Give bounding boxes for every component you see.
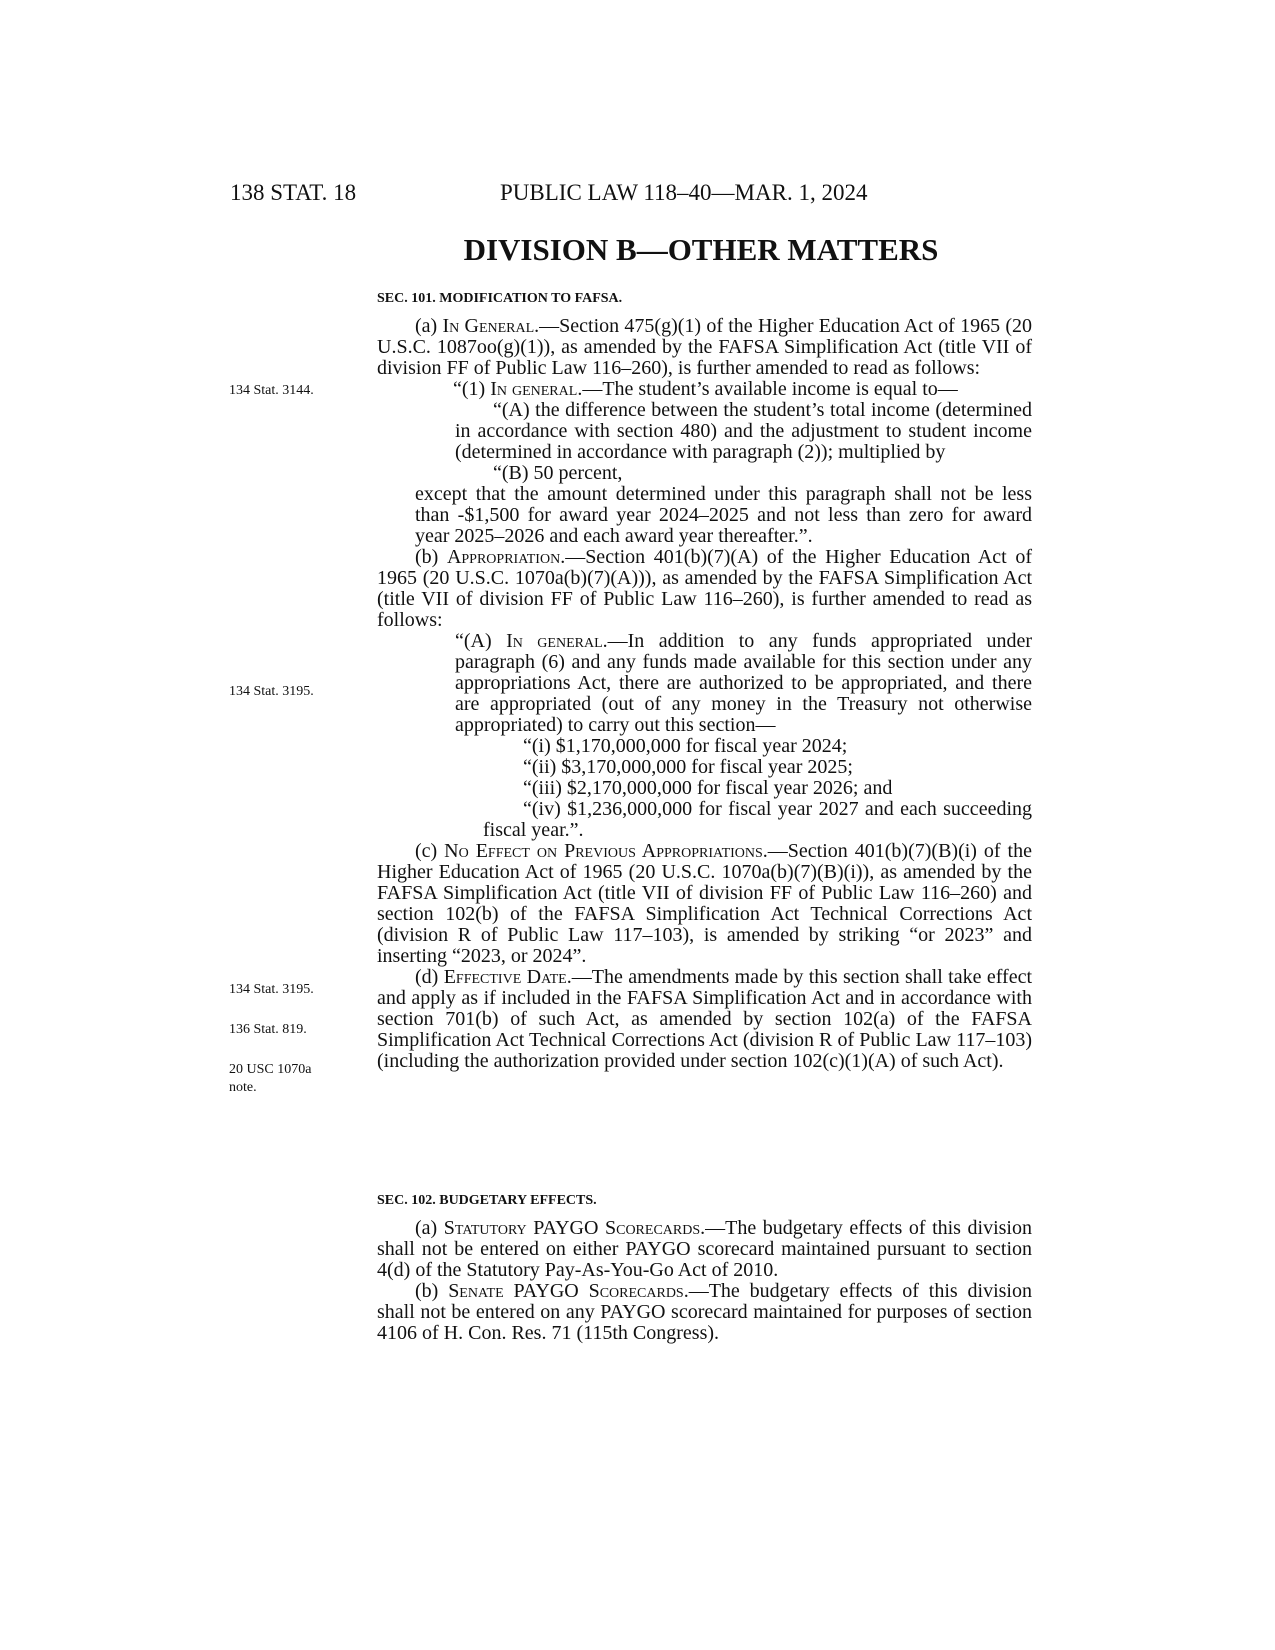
- caption: In general: [506, 630, 603, 652]
- margin-note-line: 20 USC 1070a: [229, 1062, 312, 1077]
- margin-note-134-stat-3144: 134 Stat. 3144.: [229, 383, 314, 398]
- clause-ii: “(ii) $3,170,000,000 for fiscal year 2025;: [523, 756, 853, 778]
- running-header: PUBLIC LAW 118–40—MAR. 1, 2024: [500, 180, 868, 205]
- clause-iv: “(iv) $1,236,000,000 for fiscal year 2027 and each succeeding fiscal year.”.: [483, 798, 1032, 841]
- text: .—Section 401(b)(7)(B)(i) of the Higher Education Act of 1965 (20 U.S.C. 1070a(b)(7)(B)(i)), as amended by the FAFSA Simplification Act (title VII of division FF of Public Law 116–260) and section 102(b) of the FAFSA Simplification Act Technical Corrections Act (division R of Public Law 117–103), is amended by striking “or 2023” and inserting “2023, or 2024”.: [377, 840, 1032, 967]
- division-title: DIVISION B—OTHER MATTERS: [463, 232, 939, 267]
- text: .—The budgetary effects of this division shall not be entered on any PAYGO scorecard maintained for purposes of section 4106 of H. Con. Res. 71 (115th Congress).: [377, 1280, 1032, 1344]
- subsection-d: [377, 967, 1032, 1072]
- except-clause: except that the amount determined under this paragraph shall not be less than -$1,500 for award year 2024–2025 and not less than zero for award year 2025–2026 and each award year thereafter.”.: [415, 483, 1032, 547]
- text: .—The student’s available income is equal to—: [577, 378, 958, 400]
- subsection-b: [377, 1281, 1032, 1344]
- margin-note-134-stat-3195-b: 134 Stat. 3195.: [229, 982, 314, 997]
- clause-i: “(i) $1,170,000,000 for fiscal year 2024;: [523, 735, 848, 757]
- subsection-b: [377, 547, 1032, 631]
- label: “(1): [453, 378, 491, 400]
- quoted-subparagraph-A: “(A) the difference between the student’s total income (determined in accordance with section 480) and the adjustment to student income (determined in accordance with paragraph (2)); multiplied by: [455, 399, 1032, 463]
- text: .—Section 475(g)(1) of the Higher Education Act of 1965 (20 U.S.C. 1087oo(g)(1)), as amended by the FAFSA Simplification Act (title VII of division FF of Public Law 116–260), is further amended to read as follows:: [377, 315, 1032, 379]
- subsection-a: [377, 1218, 1032, 1281]
- caption: Effective Date: [443, 966, 567, 988]
- quoted-paragraph-1: [377, 379, 1032, 400]
- text: .—In addition to any funds appropriated under paragraph (6) and any funds made available for this section under any appropriations Act, there are authorized to be appropriated, and there are appropriated (out of any money in the Treasury not otherwise appropriated) to carry out this section—: [455, 630, 1032, 736]
- label: (b): [415, 1280, 449, 1302]
- label: (d): [415, 966, 444, 988]
- margin-note-134-stat-3195: 134 Stat. 3195.: [229, 684, 314, 699]
- page-citation: 138 STAT. 18: [230, 180, 357, 205]
- clause-iii: “(iii) $2,170,000,000 for fiscal year 2026; and: [523, 777, 893, 799]
- caption: Senate PAYGO Scorecards: [448, 1280, 684, 1302]
- margin-note-line: note.: [229, 1080, 257, 1095]
- section-heading: SEC. 102. BUDGETARY EFFECTS.: [377, 1193, 597, 1208]
- section-heading: SEC. 101. MODIFICATION TO FAFSA.: [377, 291, 623, 306]
- label: (b): [415, 546, 447, 568]
- margin-note-20-usc-1070a: [229, 1061, 349, 1097]
- text: .—The budgetary effects of this division shall not be entered on either PAYGO scorecard maintained pursuant to section 4(d) of the Statutory Pay-As-You-Go Act of 2010.: [377, 1217, 1032, 1281]
- margin-note-136-stat-819: 136 Stat. 819.: [229, 1022, 307, 1037]
- text: .—Section 401(b)(7)(A) of the Higher Education Act of 1965 (20 U.S.C. 1070a(b)(7)(A))), as amended by the FAFSA Simplification Act (title VII of division FF of Public Law 116–260), is further amended to read as follows:: [377, 546, 1032, 631]
- section-102-body: [377, 1218, 1032, 1344]
- section-101: [377, 290, 1032, 308]
- caption: Statutory PAYGO Scorecards: [443, 1217, 701, 1239]
- caption: In general: [490, 378, 578, 400]
- subsection-c: [377, 841, 1032, 967]
- section-102: [377, 1192, 1032, 1210]
- section-101-body: [377, 316, 1032, 1072]
- subsection-a: [377, 316, 1032, 379]
- quoted-subparagraph-B: “(B) 50 percent,: [493, 462, 623, 484]
- text: .—The amendments made by this section shall take effect and apply as if included in the FAFSA Simplification Act and in accordance with section 701(b) of such Act, as amended by section 102(a) of the FAFSA Simplification Act Technical Corrections Act (division R of Public Law 117–103) (including the authorization provided under section 102(c)(1)(A) of such Act).: [377, 966, 1033, 1072]
- label: “(A): [455, 630, 507, 652]
- label: (a): [415, 1217, 444, 1239]
- caption: No Effect on Previous Appropriations: [444, 840, 763, 862]
- caption: Appropriation: [446, 546, 561, 568]
- caption: In General: [442, 315, 535, 337]
- quoted-subparagraph-bA: [377, 631, 1032, 736]
- label: (c): [415, 840, 445, 862]
- label: (a): [415, 315, 443, 337]
